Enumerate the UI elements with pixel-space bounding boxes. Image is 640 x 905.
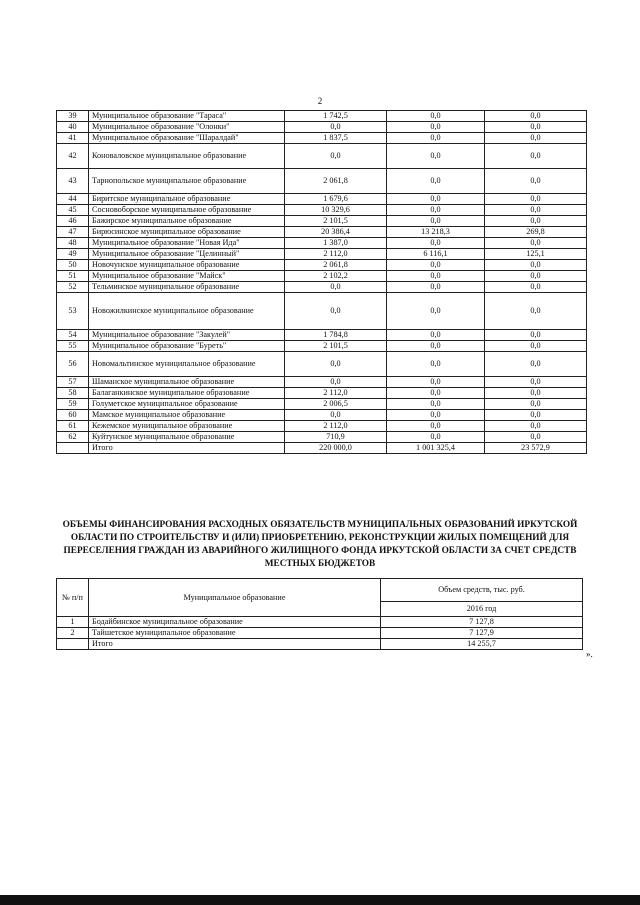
row-municipality: Куйтунское муниципальное образование: [89, 432, 285, 443]
row-municipality: Бажирское муниципальное образование: [89, 216, 285, 227]
table-row: [57, 388, 587, 399]
row-number: 54: [57, 330, 89, 341]
row-municipality: Муниципальное образование "Целинный": [89, 249, 285, 260]
row-value-3: 0,0: [485, 271, 587, 282]
row-value-3: 0,0: [485, 421, 587, 432]
table-row: [57, 341, 587, 352]
table-row: [57, 399, 587, 410]
row-value-3: 125,1: [485, 249, 587, 260]
row-value-2: 13 218,3: [387, 227, 485, 238]
table-row: [57, 432, 587, 443]
row-value-3: 0,0: [485, 388, 587, 399]
row-value-2: 0,0: [387, 169, 485, 194]
row-municipality: Новомальтинское муниципальное образование: [89, 352, 285, 377]
row-value-2: 0,0: [387, 432, 485, 443]
row-value-2: 0,0: [387, 194, 485, 205]
row-value-3: 0,0: [485, 260, 587, 271]
row-value-1: 220 000,0: [285, 443, 387, 454]
row-value-1: 10 329,6: [285, 205, 387, 216]
table-row: [57, 169, 587, 194]
row-value-3: 0,0: [485, 377, 587, 388]
row-number: 41: [57, 133, 89, 144]
row-value-1: 710,9: [285, 432, 387, 443]
row-municipality: Новочунское муниципальное образование: [89, 260, 285, 271]
table-row: [57, 122, 587, 133]
table-row: [57, 330, 587, 341]
row-value-2: 6 116,1: [387, 249, 485, 260]
row-value-3: 0,0: [485, 432, 587, 443]
row-number: 55: [57, 341, 89, 352]
row-number: 47: [57, 227, 89, 238]
row-municipality: Итого: [89, 639, 381, 650]
row-municipality: Муниципальное образование "Новая Ида": [89, 238, 285, 249]
row-value-1: 2 112,0: [285, 421, 387, 432]
table-row: [57, 205, 587, 216]
table-row: [57, 111, 587, 122]
row-value-1: 0,0: [285, 282, 387, 293]
row-value-2: 0,0: [387, 352, 485, 377]
row-municipality: Бирюсинское муниципальное образование: [89, 227, 285, 238]
row-municipality: Муниципальное образование "Буреть": [89, 341, 285, 352]
row-value-2: 0,0: [387, 260, 485, 271]
scan-bottom-bar: [0, 895, 640, 905]
header-num: № п/п: [57, 579, 89, 617]
row-number: 48: [57, 238, 89, 249]
row-number: 43: [57, 169, 89, 194]
row-value-3: 0,0: [485, 238, 587, 249]
row-municipality: Сосновоборское муниципальное образование: [89, 205, 285, 216]
row-municipality: Шаманское муниципальное образование: [89, 377, 285, 388]
row-value-1: 0,0: [285, 352, 387, 377]
local-budget-table: [56, 578, 583, 650]
row-value-2: 0,0: [387, 410, 485, 421]
table-row: [57, 282, 587, 293]
row-municipality: Муниципальное образование "Шаралдай": [89, 133, 285, 144]
row-value-2: 0,0: [387, 282, 485, 293]
row-number: 42: [57, 144, 89, 169]
financing-table-continued: [56, 110, 587, 454]
row-value-1: 0,0: [285, 122, 387, 133]
section-title: ОБЪЕМЫ ФИНАНСИРОВАНИЯ РАСХОДНЫХ ОБЯЗАТЕЛЬСТВ МУНИЦИПАЛЬНЫХ ОБРАЗОВАНИЙ ИРКУТСКОЙ ОБЛАСТИ ПО СТРОИТЕЛЬСТВУ И (ИЛИ) ПРИОБРЕТЕНИЮ, РЕКОНСТРУКЦИИ ЖИЛЫХ ПОМЕЩЕНИЙ ДЛЯ ПЕРЕСЕЛЕНИЯ ГРАЖДАН ИЗ АВАРИЙНОГО ЖИЛИЩНОГО ФОНДА ИРКУТСКОЙ ОБЛАСТИ ЗА СЧЕТ СРЕДСТВ МЕСТНЫХ БЮДЖЕТОВ: [62, 520, 578, 569]
row-value-3: 0,0: [485, 122, 587, 133]
table-row: [57, 410, 587, 421]
row-number: 44: [57, 194, 89, 205]
table-row: [57, 260, 587, 271]
row-municipality: Тельминское муниципальное образование: [89, 282, 285, 293]
row-value-2: 0,0: [387, 421, 485, 432]
row-value-1: 0,0: [285, 293, 387, 330]
row-number: 62: [57, 432, 89, 443]
table-row: [57, 628, 583, 639]
row-municipality: Коноваловское муниципальное образование: [89, 144, 285, 169]
row-value-2: 0,0: [387, 388, 485, 399]
row-value-1: 2 112,0: [285, 249, 387, 260]
row-number: 40: [57, 122, 89, 133]
row-municipality: Тайшетское муниципальное образование: [89, 628, 381, 639]
row-value-2: 0,0: [387, 341, 485, 352]
table-row: [57, 194, 587, 205]
row-value-1: 1 784,8: [285, 330, 387, 341]
row-municipality: Мамское муниципальное образование: [89, 410, 285, 421]
row-amount: 7 127,8: [381, 617, 583, 628]
row-municipality: Муниципальное образование "Олонки": [89, 122, 285, 133]
row-value-2: 0,0: [387, 271, 485, 282]
row-number: 59: [57, 399, 89, 410]
row-value-1: 2 006,5: [285, 399, 387, 410]
row-number: 2: [57, 628, 89, 639]
row-value-3: 0,0: [485, 169, 587, 194]
row-municipality: Биритское муниципальное образование: [89, 194, 285, 205]
row-value-2: 0,0: [387, 399, 485, 410]
table-row: [57, 352, 587, 377]
table-row: [57, 238, 587, 249]
row-value-2: 0,0: [387, 144, 485, 169]
table-row: [57, 216, 587, 227]
header-municipality: Муниципальное образование: [89, 579, 381, 617]
row-value-1: 0,0: [285, 144, 387, 169]
row-municipality: Голуметское муниципальное образование: [89, 399, 285, 410]
table-row: [57, 144, 587, 169]
row-number: 57: [57, 377, 89, 388]
row-number: 53: [57, 293, 89, 330]
row-value-3: 0,0: [485, 293, 587, 330]
row-municipality: Муниципальное образование "Закулей": [89, 330, 285, 341]
row-number: 61: [57, 421, 89, 432]
table-row: [57, 227, 587, 238]
row-value-2: 0,0: [387, 205, 485, 216]
row-number: [57, 639, 89, 650]
row-municipality: Бодайбинское муниципальное образование: [89, 617, 381, 628]
row-value-3: 0,0: [485, 410, 587, 421]
row-value-3: 0,0: [485, 341, 587, 352]
row-value-1: 2 112,0: [285, 388, 387, 399]
table-row: [57, 271, 587, 282]
row-value-1: 2 061,8: [285, 260, 387, 271]
row-municipality: Новожилкинское муниципальное образование: [89, 293, 285, 330]
row-value-1: 1 387,0: [285, 238, 387, 249]
row-number: 50: [57, 260, 89, 271]
row-value-3: 0,0: [485, 194, 587, 205]
row-value-3: 0,0: [485, 399, 587, 410]
row-municipality: Муниципальное образование "Тараса": [89, 111, 285, 122]
row-value-1: 1 837,5: [285, 133, 387, 144]
row-number: 52: [57, 282, 89, 293]
row-value-3: 0,0: [485, 133, 587, 144]
row-value-2: 0,0: [387, 293, 485, 330]
table-row: [57, 249, 587, 260]
table-row: [57, 639, 583, 650]
row-value-3: 0,0: [485, 111, 587, 122]
row-number: 1: [57, 617, 89, 628]
row-municipality: Балаганкинское муниципальное образование: [89, 388, 285, 399]
row-number: 51: [57, 271, 89, 282]
row-number: 45: [57, 205, 89, 216]
row-value-1: 2 101,5: [285, 216, 387, 227]
row-value-1: 0,0: [285, 377, 387, 388]
row-number: 39: [57, 111, 89, 122]
row-value-3: 269,8: [485, 227, 587, 238]
row-value-3: 0,0: [485, 352, 587, 377]
row-value-1: 2 101,5: [285, 341, 387, 352]
row-value-3: 0,0: [485, 205, 587, 216]
row-value-3: 23 572,9: [485, 443, 587, 454]
row-municipality: Муниципальное образование "Майск": [89, 271, 285, 282]
table-row: [57, 443, 587, 454]
row-value-2: 0,0: [387, 377, 485, 388]
closing-quote: ».: [586, 649, 593, 659]
row-value-2: 0,0: [387, 330, 485, 341]
row-value-3: 0,0: [485, 330, 587, 341]
row-number: 58: [57, 388, 89, 399]
row-amount: 7 127,9: [381, 628, 583, 639]
row-value-1: 2 061,8: [285, 169, 387, 194]
row-number: 56: [57, 352, 89, 377]
table-row: [57, 133, 587, 144]
row-value-3: 0,0: [485, 144, 587, 169]
row-value-1: 0,0: [285, 410, 387, 421]
header-year: 2016 год: [381, 602, 583, 617]
row-value-2: 0,0: [387, 133, 485, 144]
row-number: [57, 443, 89, 454]
table-row: [57, 421, 587, 432]
row-number: 60: [57, 410, 89, 421]
row-value-3: 0,0: [485, 216, 587, 227]
row-number: 49: [57, 249, 89, 260]
row-value-1: 1 742,5: [285, 111, 387, 122]
table-row: [57, 377, 587, 388]
row-value-1: 20 386,4: [285, 227, 387, 238]
header-amount: Объем средств, тыс. руб.: [381, 579, 583, 602]
row-value-2: 0,0: [387, 238, 485, 249]
row-municipality: Тарнопольское муниципальное образование: [89, 169, 285, 194]
row-value-1: 1 679,6: [285, 194, 387, 205]
row-number: 46: [57, 216, 89, 227]
row-amount: 14 255,7: [381, 639, 583, 650]
row-value-3: 0,0: [485, 282, 587, 293]
row-value-2: 0,0: [387, 122, 485, 133]
table-row: [57, 617, 583, 628]
row-value-2: 0,0: [387, 111, 485, 122]
table-row: [57, 293, 587, 330]
row-municipality: Итого: [89, 443, 285, 454]
row-value-2: 0,0: [387, 216, 485, 227]
page-number: 2: [317, 96, 323, 106]
row-municipality: Кежемское муниципальное образование: [89, 421, 285, 432]
row-value-2: 1 001 325,4: [387, 443, 485, 454]
row-value-1: 2 102,2: [285, 271, 387, 282]
